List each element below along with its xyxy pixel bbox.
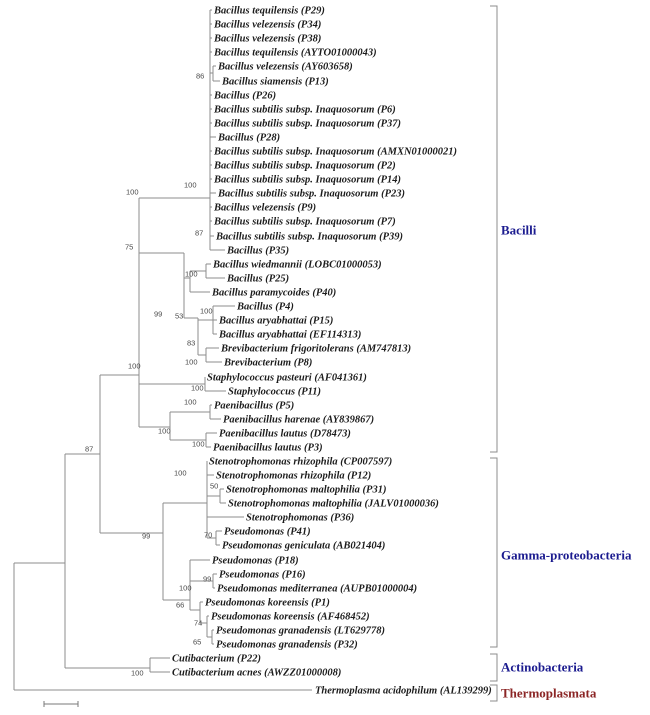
taxon-label: Brevibacterium (P8) bbox=[224, 357, 313, 369]
bootstrap-value: 100 bbox=[174, 468, 187, 478]
taxon-label: Bacillus aryabhattai (P15) bbox=[219, 315, 334, 327]
taxon-label: Staphylococcus pasteuri (AF041361) bbox=[207, 372, 367, 384]
taxon-label: Thermoplasma acidophilum (AL139299) bbox=[315, 685, 492, 697]
bootstrap-value: 99 bbox=[203, 574, 212, 584]
bootstrap-value: 70 bbox=[204, 530, 213, 540]
taxon-label: Pseudomonas (P41) bbox=[224, 526, 311, 538]
taxon-label: Pseudomonas granadensis (P32) bbox=[216, 639, 358, 651]
bootstrap-value: 100 bbox=[131, 668, 144, 678]
taxon-label: Bacillus velezensis (AY603658) bbox=[218, 61, 353, 73]
taxon-label: Bacillus subtilis subsp. Inaquosorum (P6) bbox=[214, 104, 396, 116]
bootstrap-value: 87 bbox=[85, 444, 94, 454]
taxon-label: Stenotrophomonas maltophilia (P31) bbox=[226, 484, 387, 496]
taxon-label: Bacillus tequilensis (P29) bbox=[214, 5, 325, 17]
taxon-label: Brevibacterium frigoritolerans (AM747813) bbox=[221, 343, 412, 355]
bootstrap-value: 53 bbox=[175, 311, 184, 321]
bootstrap-value: 99 bbox=[142, 531, 151, 541]
bootstrap-value: 100 bbox=[184, 397, 197, 407]
taxon-label: Paenibacillus lautus (P3) bbox=[213, 442, 323, 454]
taxon-label: Paenibacillus harenae (AY839867) bbox=[223, 414, 375, 426]
group-bracket bbox=[490, 654, 497, 681]
bootstrap-value: 99 bbox=[154, 309, 163, 319]
bootstrap-value: 65 bbox=[193, 637, 202, 647]
taxon-label: Bacillus velezensis (P34) bbox=[214, 19, 322, 31]
taxon-label: Bacillus subtilis subsp. Inaquosorum (AMXN01000021) bbox=[214, 146, 458, 158]
taxon-label: Pseudomonas granadensis (LT629778) bbox=[216, 625, 385, 637]
taxon-label: Pseudomonas koreensis (P1) bbox=[205, 597, 330, 609]
taxon-label: Bacillus subtilis subsp. Inaquosorum (P23) bbox=[218, 188, 406, 200]
bootstrap-value: 100 bbox=[185, 269, 198, 279]
bootstrap-value: 87 bbox=[195, 228, 204, 238]
taxon-label: Bacillus subtilis subsp. Inaquosorum (P14) bbox=[214, 174, 402, 186]
taxon-label: Bacillus (P35) bbox=[227, 245, 290, 257]
taxon-label: Bacillus wiedmannii (LOBC01000053) bbox=[213, 259, 382, 271]
bootstrap-value: 100 bbox=[184, 180, 197, 190]
bootstrap-value: 66 bbox=[176, 600, 185, 610]
taxon-label: Paenibacillus lautus (D78473) bbox=[219, 428, 351, 440]
bootstrap-value: 100 bbox=[126, 187, 139, 197]
taxon-label: Bacillus (P28) bbox=[218, 132, 281, 144]
taxon-label: Bacillus tequilensis (AYTO01000043) bbox=[214, 47, 377, 59]
group-bracket bbox=[490, 6, 497, 452]
bootstrap-value: 100 bbox=[192, 439, 205, 449]
bootstrap-value: 74 bbox=[194, 618, 203, 628]
group-label: Gamma-proteobacteria bbox=[501, 547, 632, 563]
taxon-label: Pseudomonas (P16) bbox=[219, 569, 306, 581]
taxon-label: Bacillus velezensis (P38) bbox=[214, 33, 322, 45]
group-bracket bbox=[490, 458, 497, 647]
bootstrap-value: 100 bbox=[158, 426, 171, 436]
taxon-label: Bacillus (P26) bbox=[214, 90, 277, 102]
taxon-label: Stenotrophomonas (P36) bbox=[246, 512, 355, 524]
taxon-label: Bacillus (P25) bbox=[227, 273, 290, 285]
taxon-label: Bacillus aryabhattai (EF114313) bbox=[219, 329, 362, 341]
taxon-label: Stenotrophomonas rhizophila (CP007597) bbox=[209, 456, 393, 468]
group-label: Thermoplasmata bbox=[501, 685, 597, 701]
bootstrap-value: 100 bbox=[128, 361, 141, 371]
taxon-label: Staphylococcus (P11) bbox=[228, 386, 322, 398]
group-label: Actinobacteria bbox=[501, 659, 584, 675]
bootstrap-value: 100 bbox=[200, 306, 213, 316]
bootstrap-value: 83 bbox=[187, 338, 196, 348]
taxon-label: Bacillus velezensis (P9) bbox=[214, 202, 317, 214]
group-label: Bacilli bbox=[501, 222, 537, 238]
bootstrap-value: 100 bbox=[179, 583, 192, 593]
taxon-label: Bacillus subtilis subsp. Inaquosorum (P37) bbox=[214, 118, 402, 130]
taxon-label: Stenotrophomonas rhizophila (P12) bbox=[216, 470, 372, 482]
taxon-label: Pseudomonas geniculata (AB021404) bbox=[222, 540, 386, 552]
bootstrap-value: 86 bbox=[196, 71, 205, 81]
taxon-label: Cutibacterium acnes (AWZZ01000008) bbox=[172, 667, 342, 679]
taxon-label: Bacillus subtilis subsp. Inaquosorum (P7) bbox=[214, 216, 396, 228]
taxon-label: Bacillus subtilis subsp. Inaquosorum (P2) bbox=[214, 160, 396, 172]
taxon-label: Stenotrophomonas maltophilia (JALV01000036) bbox=[228, 498, 439, 510]
bootstrap-value: 100 bbox=[185, 357, 198, 367]
taxon-label: Pseudomonas mediterranea (AUPB01000004) bbox=[217, 583, 418, 595]
taxon-label: Pseudomonas (P18) bbox=[212, 555, 299, 567]
bootstrap-value: 50 bbox=[210, 481, 219, 491]
taxon-label: Bacillus siamensis (P13) bbox=[222, 76, 329, 88]
taxon-label: Bacillus paramycoides (P40) bbox=[212, 287, 337, 299]
taxon-label: Pseudomonas koreensis (AF468452) bbox=[211, 611, 370, 623]
taxon-label: Bacillus (P4) bbox=[237, 301, 294, 313]
taxon-label: Paenibacillus (P5) bbox=[214, 400, 295, 412]
taxon-label: Bacillus subtilis subsp. Inaquosorum (P39) bbox=[216, 231, 404, 243]
bootstrap-value: 75 bbox=[125, 242, 134, 252]
bootstrap-value: 100 bbox=[191, 383, 204, 393]
taxon-label: Cutibacterium (P22) bbox=[172, 653, 261, 665]
